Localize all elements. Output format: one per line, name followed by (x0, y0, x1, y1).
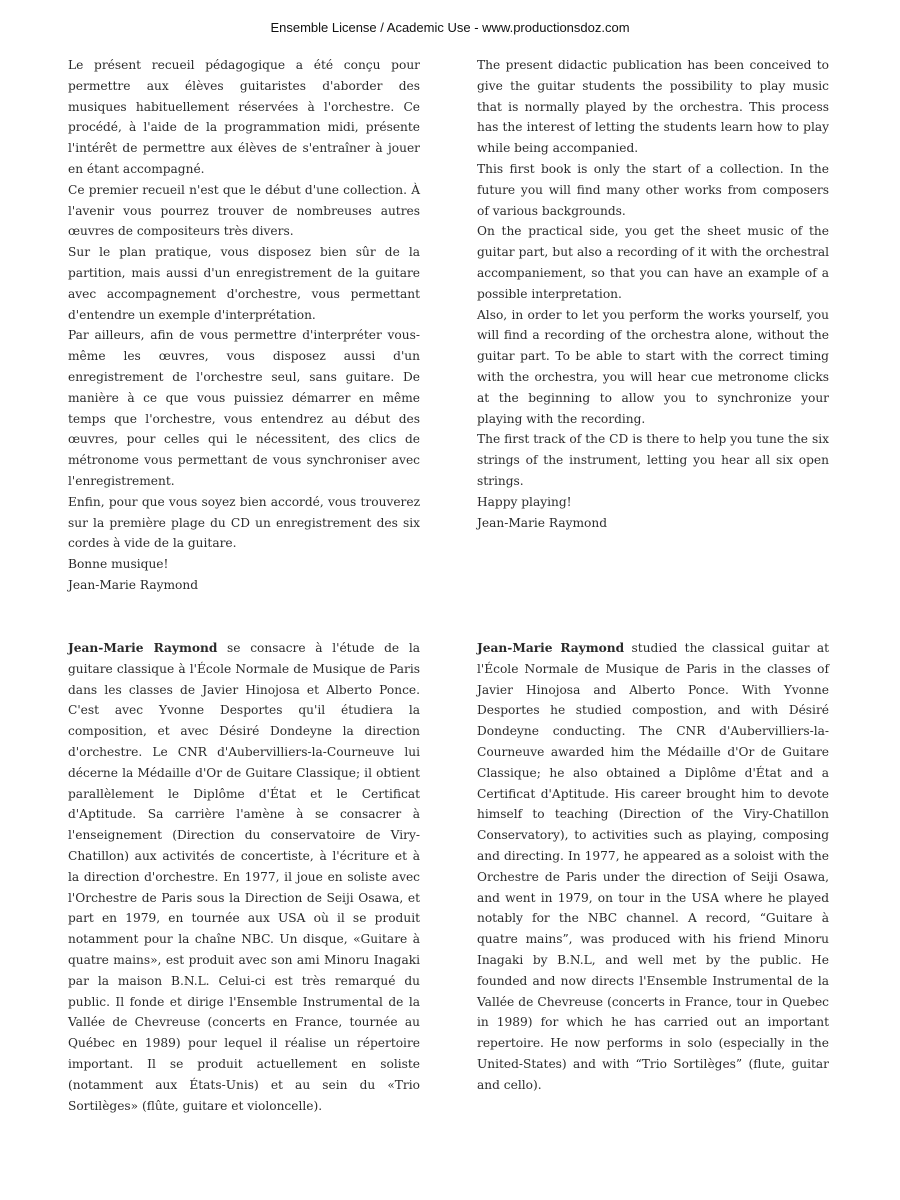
bio-fr-text: se consacre à l'étude de la guitare classique à l'École Normale de Musique de Paris dans les classes de Javier Hinojosa et Alberto Ponce. C'est avec Yvonne Desportes qu'il étudiera la composition, et avec Désiré Dondeyne la direction d'orchestre. Le CNR d'Aubervilliers-la-Courneuve lui décerne la Médaille d'Or de Guitare Classique; il obtient parallèlement le Diplôme d'État et le Certificat d'Aptitude. Sa carrière l'amène à se consacrer à l'enseignement (Direction du conservatoire de Viry-Chatillon) aux activités de concertiste, à l'écriture et à la direction d'orchestre. En 1977, il joue en soliste avec l'Orchestre de Paris sous la Direction de Seiji Osawa, et part en 1979, en tournée aux USA où il se produit notamment pour la chaîne NBC. Un disque, «Guitare à quatre mains», est produit avec son ami Minoru Inagaki par la maison B.N.L. Celui-ci est très remarqué du public. Il fonde et dirige l'Ensemble Instrumental de la Vallée de Chevreuse (concerts en France, tournée au Québec en 1989) pour lequel il réalise un répertoire important. Il se produit actuellement en soliste (notamment aux États-Unis) et au sein du «Trio Sortilèges» (flûte, guitare et violoncelle). (68, 641, 420, 1113)
biography-french (68, 638, 420, 1116)
signature-fr: Jean-Marie Raymond (68, 577, 199, 592)
license-header: Ensemble License / Academic Use - www.productionsdoz.com (270, 20, 630, 35)
signature-en: Jean-Marie Raymond (477, 515, 608, 530)
intro-fr-paragraph: Le présent recueil pédagogique a été conçu pour permettre aux élèves guitaristes d'aborder des musiques habituellement réservées à l'orchestre. Ce procédé, à l'aide de la programmation midi, présente l'intérêt de permettre aux élèves de s'entraîner à jouer en étant accompagné. (68, 58, 420, 176)
intro-french-column (68, 55, 420, 596)
intro-en-paragraph: This first book is only the start of a collection. In the future you will find many other works from composers of various backgrounds. (477, 161, 829, 218)
intro-en-paragraph: The present didactic publication has been conceived to give the guitar students the possibility to play music that is normally played by the orchestra. This process has the interest of letting the students learn how to play while being accompanied. (477, 58, 829, 156)
closing-fr: Bonne musique! (68, 557, 169, 572)
intro-en-paragraph: On the practical side, you get the sheet music of the guitar part, but also a recording of it with the orchestral accompaniement, so that you can have an example of a possible interpretation. (477, 224, 829, 301)
bio-en-paragraph (477, 638, 829, 1096)
intro-fr-paragraph: Ce premier recueil n'est que le début d'une collection. À l'avenir vous pourrez trouver de nombreuses autres œuvres de compositeurs très divers. (68, 182, 420, 239)
bio-fr-name: Jean-Marie Raymond (68, 641, 218, 655)
closing-en: Happy playing! (477, 494, 572, 509)
intro-en-paragraph: Also, in order to let you perform the works yourself, you will find a recording of the orchestra alone, without the guitar part. To be able to start with the correct timing with the orchestra, you will hear cue metronome clicks at the beginning to allow you to synchronize your playing with the recording. (477, 307, 829, 426)
intro-fr-paragraph: Enfin, pour que vous soyez bien accordé, vous trouverez sur la première plage du CD un enregistrement des six cordes à vide de la guitare. (68, 494, 420, 551)
intro-english-column (477, 55, 829, 533)
intro-fr-paragraph: Par ailleurs, afin de vous permettre d'interpréter vous-même les œuvres, vous disposez aussi d'un enregistrement de l'orchestre seul, sans guitare. De manière à ce que vous puissiez démarrer en même temps que l'orchestre, vous entendrez au début des œuvres, pour celles qui le nécessitent, des clics de métronome vous permettant de vous synchroniser avec l'enregistrement. (68, 328, 420, 488)
bio-en-text: studied the classical guitar at l'École Normale de Musique de Paris in the classes of Javier Hinojosa and Alberto Ponce. With Yvonne Desportes he studied compostion, and with Désiré Dondeyne conducting. The CNR d'Aubervilliers-la-Courneuve awarded him the Médaille d'Or de Guitare Classique; he also obtained a Diplôme d'État and a Certificat d'Aptitude. His career brought him to devote himself to teaching (Direction of the Viry-Chatillon Conservatory), to activities such as playing, composing and directing. In 1977, he appeared as a soloist with the Orchestre de Paris under the direction of Seiji Osawa, and went in 1979, on tour in the USA where he played notably for the NBC channel. A record, “Guitare à quatre mains”, was produced with his friend Minoru Inagaki by B.N.L, and well met by the public. He founded and now directs l'Ensemble Instrumental de la Vallée de Chevreuse (concerts in France, tour in Quebec in 1989) for which he has carried out an important repertoire. He now performs in solo (especially in the United-States) and with “Trio Sortilèges” (flute, guitar and cello). (477, 641, 829, 1092)
bio-fr-paragraph (68, 638, 420, 1116)
intro-fr-paragraph: Sur le plan pratique, vous disposez bien sûr de la partition, mais aussi d'un enregistrement de la guitare avec accompagnement d'orchestre, vous permettant d'entendre un exemple d'interprétation. (68, 245, 420, 322)
biography-english (477, 638, 829, 1096)
bio-en-name: Jean-Marie Raymond (477, 641, 625, 655)
intro-en-paragraph: The first track of the CD is there to help you tune the six strings of the instrument, letting you hear all six open strings. (477, 432, 829, 488)
